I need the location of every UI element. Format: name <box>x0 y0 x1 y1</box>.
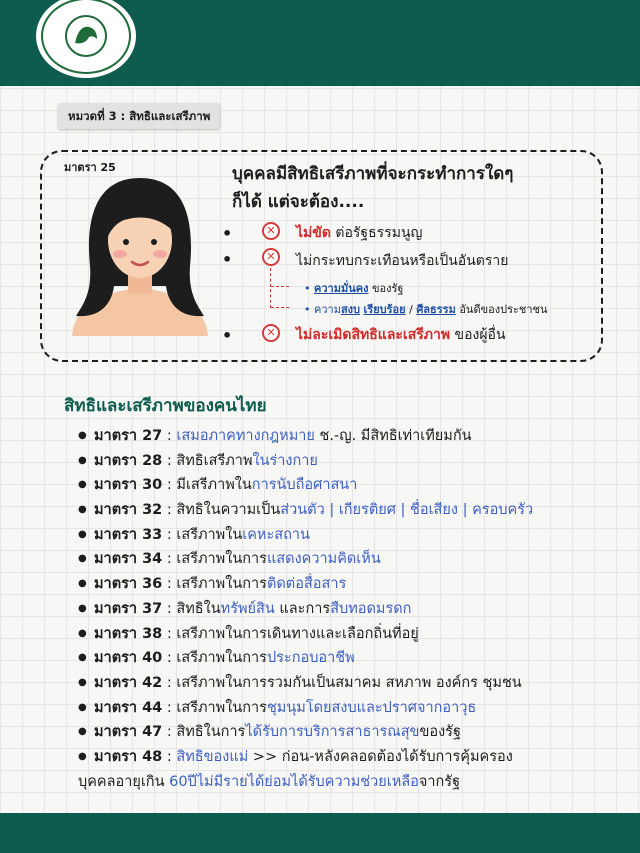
connector-line <box>271 307 289 308</box>
list-item: ● มาตรา 40 : เสรีภาพในการประกอบอาชีพ <box>78 646 638 671</box>
x-circle-icon: ✕ <box>262 222 280 240</box>
condition-1: ไม่ขัด ต่อรัฐธรรมนูญ <box>296 225 423 241</box>
x-circle-icon: ✕ <box>262 324 280 342</box>
list-item: ● มาตรา 34 : เสรีภาพในการแสดงความคิดเห็น <box>78 547 638 572</box>
list-item: ● มาตรา 37 : สิทธิในทรัพย์สิน และการสืบทอดมรดก <box>78 597 638 622</box>
bullet: • <box>222 224 233 243</box>
bullet: • <box>222 326 233 345</box>
condition-2: ไม่กระทบกระเทือนหรือเป็นอันตราย <box>296 253 509 269</box>
seal-icon <box>41 0 131 74</box>
lion-emblem-icon <box>63 13 109 59</box>
list-item: ● มาตรา 38 : เสรีภาพในการเดินทางและเลือกถิ่นที่อยู่ <box>78 622 638 647</box>
article-25-title: บุคคลมีสิทธิเสรีภาพที่จะกระทำการใดๆ ก็ได้ แต่จะต้อง.... <box>232 164 514 212</box>
condition-3: ไม่ละเมิดสิทธิและเสรีภาพ ของผู้อื่น <box>296 327 506 343</box>
list-item: ● มาตรา 28 : สิทธิเสรีภาพในร่างกาย <box>78 449 638 474</box>
connector-line <box>271 286 289 287</box>
list-item: ● มาตรา 42 : เสรีภาพในการรวมกันเป็นสมาคม สหภาพ องค์กร ชุมชน <box>78 671 638 696</box>
list-item: ● มาตรา 32 : สิทธิในความเป็นส่วนตัว | เกียรติยศ | ชื่อเสียง | ครอบครัว <box>78 498 638 523</box>
header-bar <box>0 0 640 86</box>
section-title: สิทธิและเสรีภาพของคนไทย <box>64 396 267 416</box>
sub-condition-2: • ความสงบ เรียบร้อย / ศีลธรรม อันดีของประชาชน <box>304 303 548 316</box>
list-item: ● มาตรา 33 : เสรีภาพในเคหะสถาน <box>78 523 638 548</box>
list-item-continuation: บุคคลอายุเกิน 60ปีไม่มีรายได้ย่อมได้รับความช่วยเหลือจากรัฐ <box>78 773 461 790</box>
rights-list <box>78 424 638 794</box>
bullet: • <box>222 250 233 269</box>
list-item: ● มาตรา 48 : สิทธิของแม่ >> ก่อน-หลังคลอดต้องได้รับการคุ้มครอง <box>78 745 638 770</box>
article-label: มาตรา 25 <box>64 161 116 174</box>
list-item: ● มาตรา 30 : มีเสรีภาพในการนับถือศาสนา <box>78 473 638 498</box>
woman-avatar-illustration <box>62 176 218 336</box>
list-item: ● มาตรา 47 : สิทธิในการได้รับการบริการสาธารณสุขของรัฐ <box>78 720 638 745</box>
sub-condition-1: • ความมั่นคง ของรัฐ <box>304 282 404 295</box>
department-logo <box>36 0 136 78</box>
list-item: ● มาตรา 36 : เสรีภาพในการติดต่อสื่อสาร <box>78 572 638 597</box>
list-item: ● มาตรา 44 : เสรีภาพในการชุมนุมโดยสงบและปราศจากอาวุธ <box>78 696 638 721</box>
footer-bar <box>0 813 640 853</box>
list-item: ● มาตรา 27 : เสมอภาคทางกฎหมาย ช.-ญ. มีสิทธิเท่าเทียมกัน <box>78 424 638 449</box>
connector-line <box>270 268 271 308</box>
chapter-chip: หมวดที่ 3 : สิทธิและเสรีภาพ <box>58 103 220 129</box>
x-circle-icon: ✕ <box>262 248 280 266</box>
